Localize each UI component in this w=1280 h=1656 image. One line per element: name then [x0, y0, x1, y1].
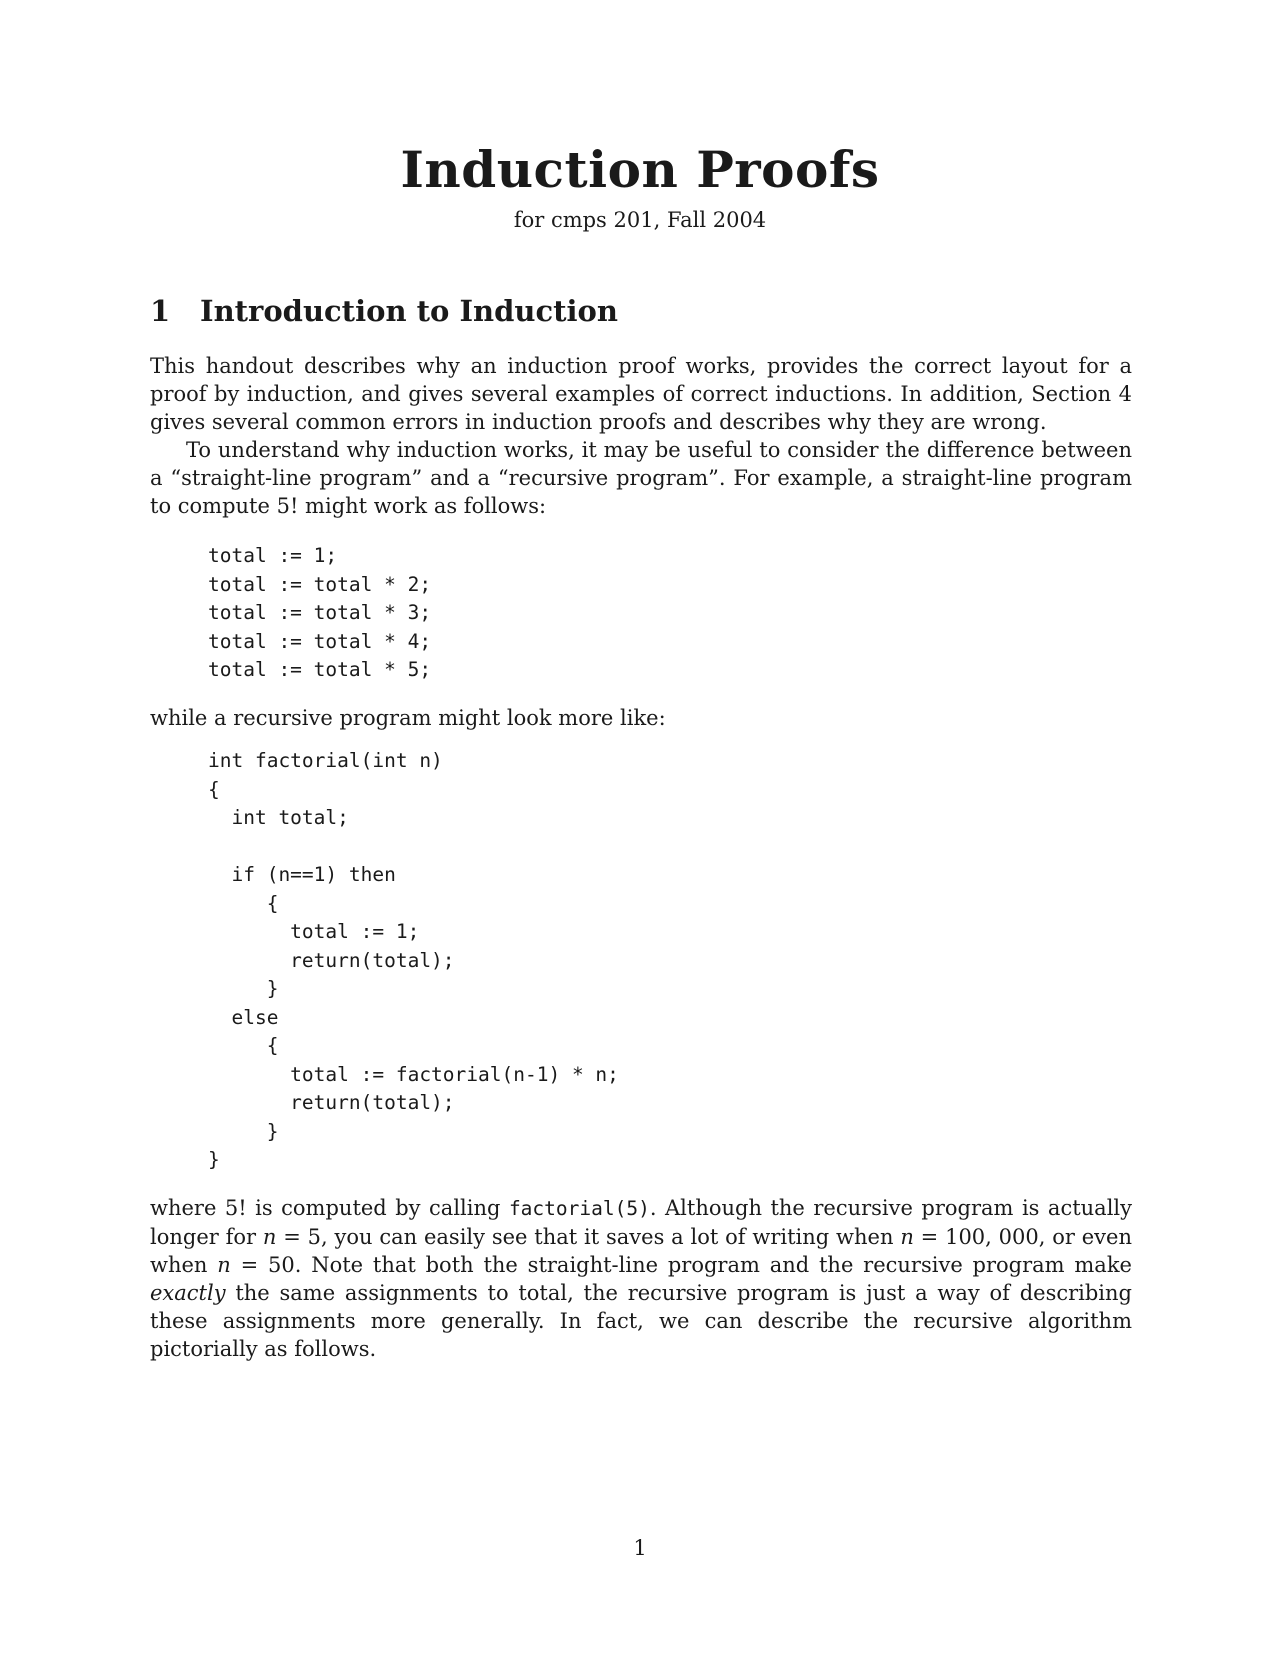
- section-number: 1: [150, 294, 171, 328]
- math-var-n: n: [900, 1225, 914, 1249]
- explanation-text-2: . Although the recursive program is actually longer for: [150, 1196, 1132, 1249]
- explanation-text-5: = 50. Note that both the straight-line program and the recursive program make: [230, 1253, 1132, 1277]
- section-title: Introduction to Induction: [200, 294, 618, 328]
- recursive-intro-paragraph: while a recursive program might look more like:: [150, 706, 666, 730]
- explanation-text-4: = 100, 000, or even when: [150, 1225, 1132, 1277]
- recursive-code-block: int factorial(int n) { int total; if (n==1) then { total := 1; return(total); } else { total := factorial(n-1) * n; return(total); } }: [208, 749, 619, 1171]
- explanation-text-3: = 5, you can easily see that it saves a lot of writing when: [276, 1225, 901, 1249]
- explanation-paragraph: [150, 1194, 1132, 1363]
- math-var-n: n: [262, 1225, 277, 1249]
- explanation-text-6: the same assignments to total, the recursive program is just a way of describing these assignments more generally. In fact, we can describe the recursive algorithm pictorially as follows.: [150, 1281, 1132, 1361]
- document-subtitle: for cmps 201, Fall 2004: [513, 208, 767, 232]
- explanation-text-1: where 5! is computed by calling: [150, 1196, 509, 1220]
- intro-paragraph: This handout describes why an induction proof works, provides the correct layout for a proof by induction, and gives several examples of correct inductions. In addition, Section 4 gives several common errors in induction proofs and describes why they are wrong.: [150, 354, 1132, 434]
- math-var-n: n: [217, 1253, 231, 1277]
- page-number: 1: [633, 1536, 647, 1560]
- inline-code-factorial: factorial(5): [508, 1197, 650, 1220]
- straight-line-code-block: total := 1; total := total * 2; total := total * 3; total := total * 4; total := total * 5;: [208, 544, 432, 681]
- emphasis-exactly: exactly: [150, 1281, 226, 1305]
- section-heading: [150, 294, 618, 328]
- straight-line-paragraph: To understand why induction works, it may be useful to consider the difference between a “straight-line program” and a “recursive program”. For example, a straight-line program to compute 5! might work as follows:: [150, 438, 1132, 518]
- document-title: Induction Proofs: [400, 140, 880, 199]
